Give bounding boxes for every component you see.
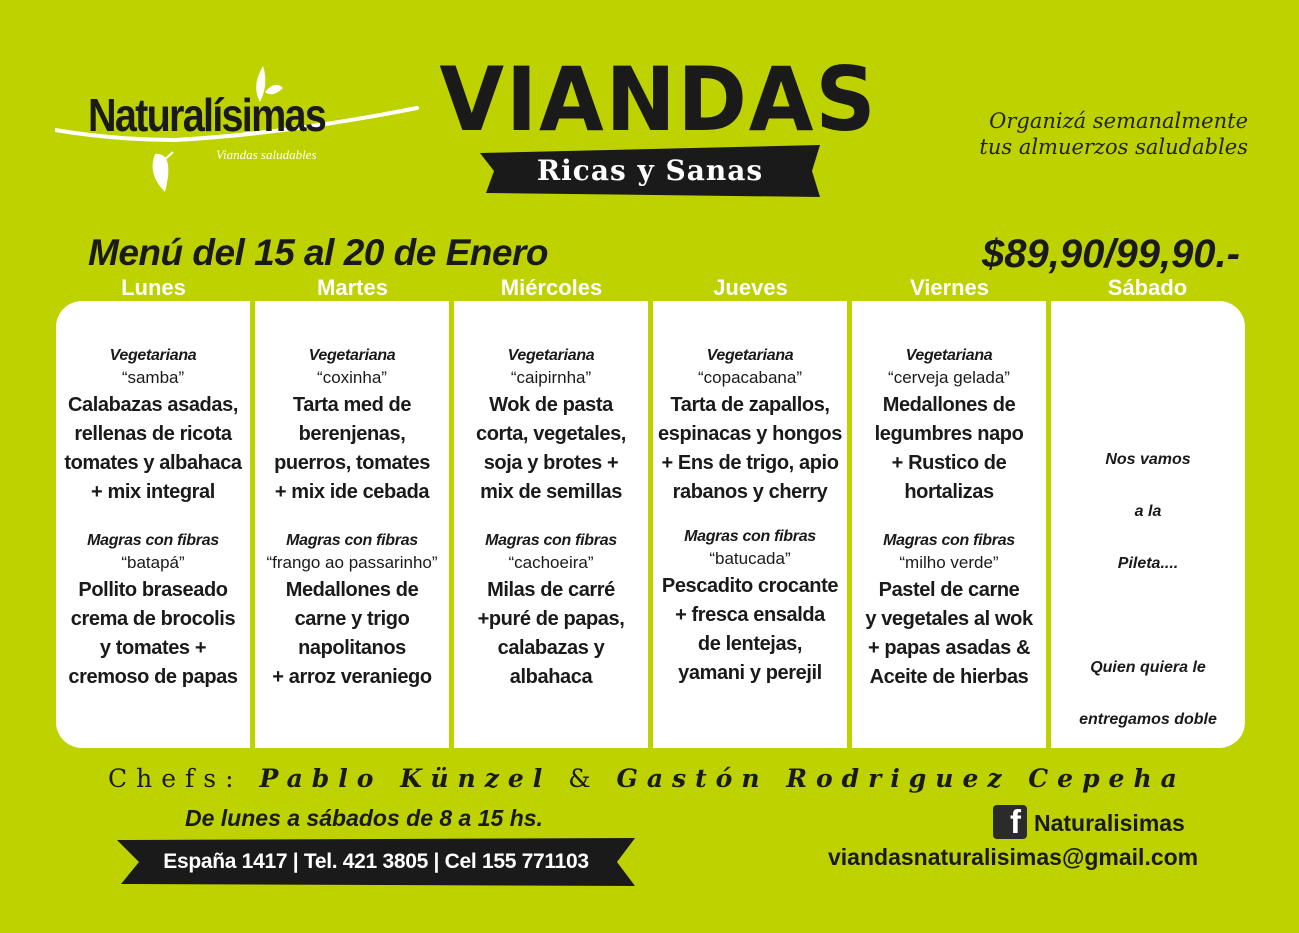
dish-name: “cerveja gelada”: [888, 368, 1010, 387]
facebook-glyph: f: [1010, 803, 1021, 840]
facebook-icon[interactable]: [993, 805, 1027, 839]
desc-line: de lentejas,: [697, 633, 803, 655]
category-label: Vegetariana: [109, 347, 197, 364]
day-header-sabado: Sábado: [1107, 275, 1188, 300]
desc-line: Pescadito crocante: [661, 575, 839, 597]
category-label: Vegetariana: [706, 347, 794, 364]
tagline-line2: tus almuerzos saludables: [979, 135, 1248, 159]
desc-line: Pollito braseado: [78, 579, 228, 601]
desc-line: Pastel de carne: [878, 579, 1020, 601]
saturday-note: [1051, 421, 1245, 748]
dish-name: “batapá”: [121, 553, 185, 572]
desc-line: y vegetales al wok: [865, 608, 1033, 630]
opening-hours: De lunes a sábados de 8 a 15 hs.: [185, 805, 543, 831]
menu-title: Menú del 15 al 20 de Enero: [88, 232, 548, 273]
desc-line: + mix ide cebada: [274, 481, 430, 503]
desc-line: berenjenas,: [298, 423, 406, 445]
address-info: España 1417 | Tel. 421 3805 | Cel 155 771103: [163, 850, 589, 873]
note-line: [1051, 603, 1245, 629]
desc-line: mix de semillas: [480, 481, 622, 503]
desc-line: soja y brotes +: [483, 452, 619, 474]
dish-name: “coxinha”: [317, 368, 387, 387]
desc-line: calabazas y: [497, 637, 605, 659]
dish-description: [255, 391, 449, 507]
category-label: Vegetariana: [308, 347, 396, 364]
price: $89,90/99,90.-: [982, 232, 1240, 276]
desc-line: hortalizas: [904, 481, 994, 503]
desc-line: Medallones de: [882, 394, 1016, 416]
subtitle: Ricas y Sanas: [536, 154, 764, 187]
menu-column-viernes: [852, 301, 1046, 748]
desc-line: Medallones de: [285, 579, 419, 601]
tagline-line1: Organizá semanalmente: [989, 109, 1248, 133]
category-label: Magras con fibras: [485, 532, 617, 549]
chefs-label: Chefs:: [108, 764, 243, 793]
menu-column-sabado: [1051, 301, 1245, 748]
desc-line: napolitanos: [298, 637, 406, 659]
day-header-viernes: Viernes: [909, 275, 990, 300]
email-link[interactable]: viandasnaturalisimas@gmail.com: [828, 844, 1199, 870]
desc-line: + Rustico de: [891, 452, 1007, 474]
desc-line: Calabazas asadas,: [68, 394, 238, 416]
desc-line: puerros, tomates: [274, 452, 430, 474]
dish-name: “cachoeira”: [508, 553, 594, 572]
day-header-miercoles: Miércoles: [500, 275, 603, 300]
day-header-lunes: Lunes: [121, 275, 186, 300]
desc-line: tomates y albahaca: [64, 452, 242, 474]
dish-description: [56, 391, 250, 507]
desc-line: rabanos y cherry: [672, 481, 828, 503]
dish-description: [852, 576, 1046, 692]
desc-line: Tarta med de: [292, 394, 412, 416]
desc-line: crema de brocolis: [70, 608, 236, 630]
note-line: a la: [1134, 503, 1162, 520]
chef-name: Pablo Künzel: [259, 764, 552, 793]
chefs-ampersand: &: [568, 764, 600, 793]
facebook-link[interactable]: Naturalisimas: [1034, 810, 1185, 836]
logo-subtitle: Viandas saludables: [216, 147, 317, 162]
desc-line: + mix integral: [91, 481, 215, 503]
dish-description: [852, 391, 1046, 507]
desc-line: albahaca: [509, 666, 593, 688]
dish-description: [653, 391, 847, 507]
desc-line: carne y trigo: [294, 608, 410, 630]
category-label: Magras con fibras: [87, 532, 219, 549]
category-label: Magras con fibras: [286, 532, 418, 549]
desc-line: + fresca ensalda: [675, 604, 825, 626]
desc-line: legumbres napo: [874, 423, 1024, 445]
note-line: Pileta....: [1117, 555, 1179, 572]
dish-name: “copacabana”: [698, 368, 802, 387]
desc-line: + Ens de trigo, apio: [661, 452, 839, 474]
desc-line: corta, vegetales,: [476, 423, 626, 445]
desc-line: + papas asadas &: [867, 637, 1031, 659]
category-label: Vegetariana: [905, 347, 993, 364]
category-label: Vegetariana: [507, 347, 595, 364]
note-line: Nos vamos: [1105, 451, 1191, 468]
desc-line: y tomates +: [99, 637, 207, 659]
desc-line: yamani y perejil: [678, 662, 822, 684]
note-line: entregamos doble: [1079, 711, 1217, 728]
day-header-jueves: Jueves: [713, 275, 788, 300]
desc-line: Aceite de hierbas: [869, 666, 1029, 688]
menu-column-jueves: [653, 301, 847, 748]
desc-line: rellenas de ricota: [74, 423, 232, 445]
desc-line: +puré de papas,: [477, 608, 625, 630]
logo-text: Naturalísimas: [88, 89, 326, 141]
dish-name: “samba”: [121, 368, 185, 387]
dish-name: “caipirnha”: [510, 368, 592, 387]
dish-name: “frango ao passarinho”: [266, 553, 438, 572]
menu-card: [56, 301, 1245, 748]
desc-line: Wok de pasta: [489, 394, 613, 416]
desc-line: Tarta de zapallos,: [670, 394, 830, 416]
dish-description: [56, 576, 250, 692]
tagline: [918, 108, 1248, 160]
chef-name: Gastón Rodriguez Cepeha: [616, 764, 1186, 793]
category-label: Magras con fibras: [684, 528, 816, 545]
dish-name: “batucada”: [709, 549, 791, 568]
menu-column-lunes: [56, 301, 250, 748]
chefs-line: [108, 764, 1186, 793]
desc-line: espinacas y hongos: [658, 423, 842, 445]
desc-line: Milas de carré: [487, 579, 615, 601]
category-label: Magras con fibras: [883, 532, 1015, 549]
dish-description: [454, 576, 648, 692]
day-header-martes: Martes: [317, 275, 388, 300]
desc-line: cremoso de papas: [68, 666, 238, 688]
menu-column-martes: [255, 301, 449, 748]
desc-line: + arroz veraniego: [272, 666, 432, 688]
note-line: Quien quiera le: [1090, 659, 1206, 676]
page-title: VIANDAS: [439, 48, 878, 151]
dish-description: [454, 391, 648, 507]
dish-description: [255, 576, 449, 692]
menu-column-miercoles: [454, 301, 648, 748]
dish-description: [653, 572, 847, 688]
dish-name: “milho verde”: [899, 553, 999, 572]
